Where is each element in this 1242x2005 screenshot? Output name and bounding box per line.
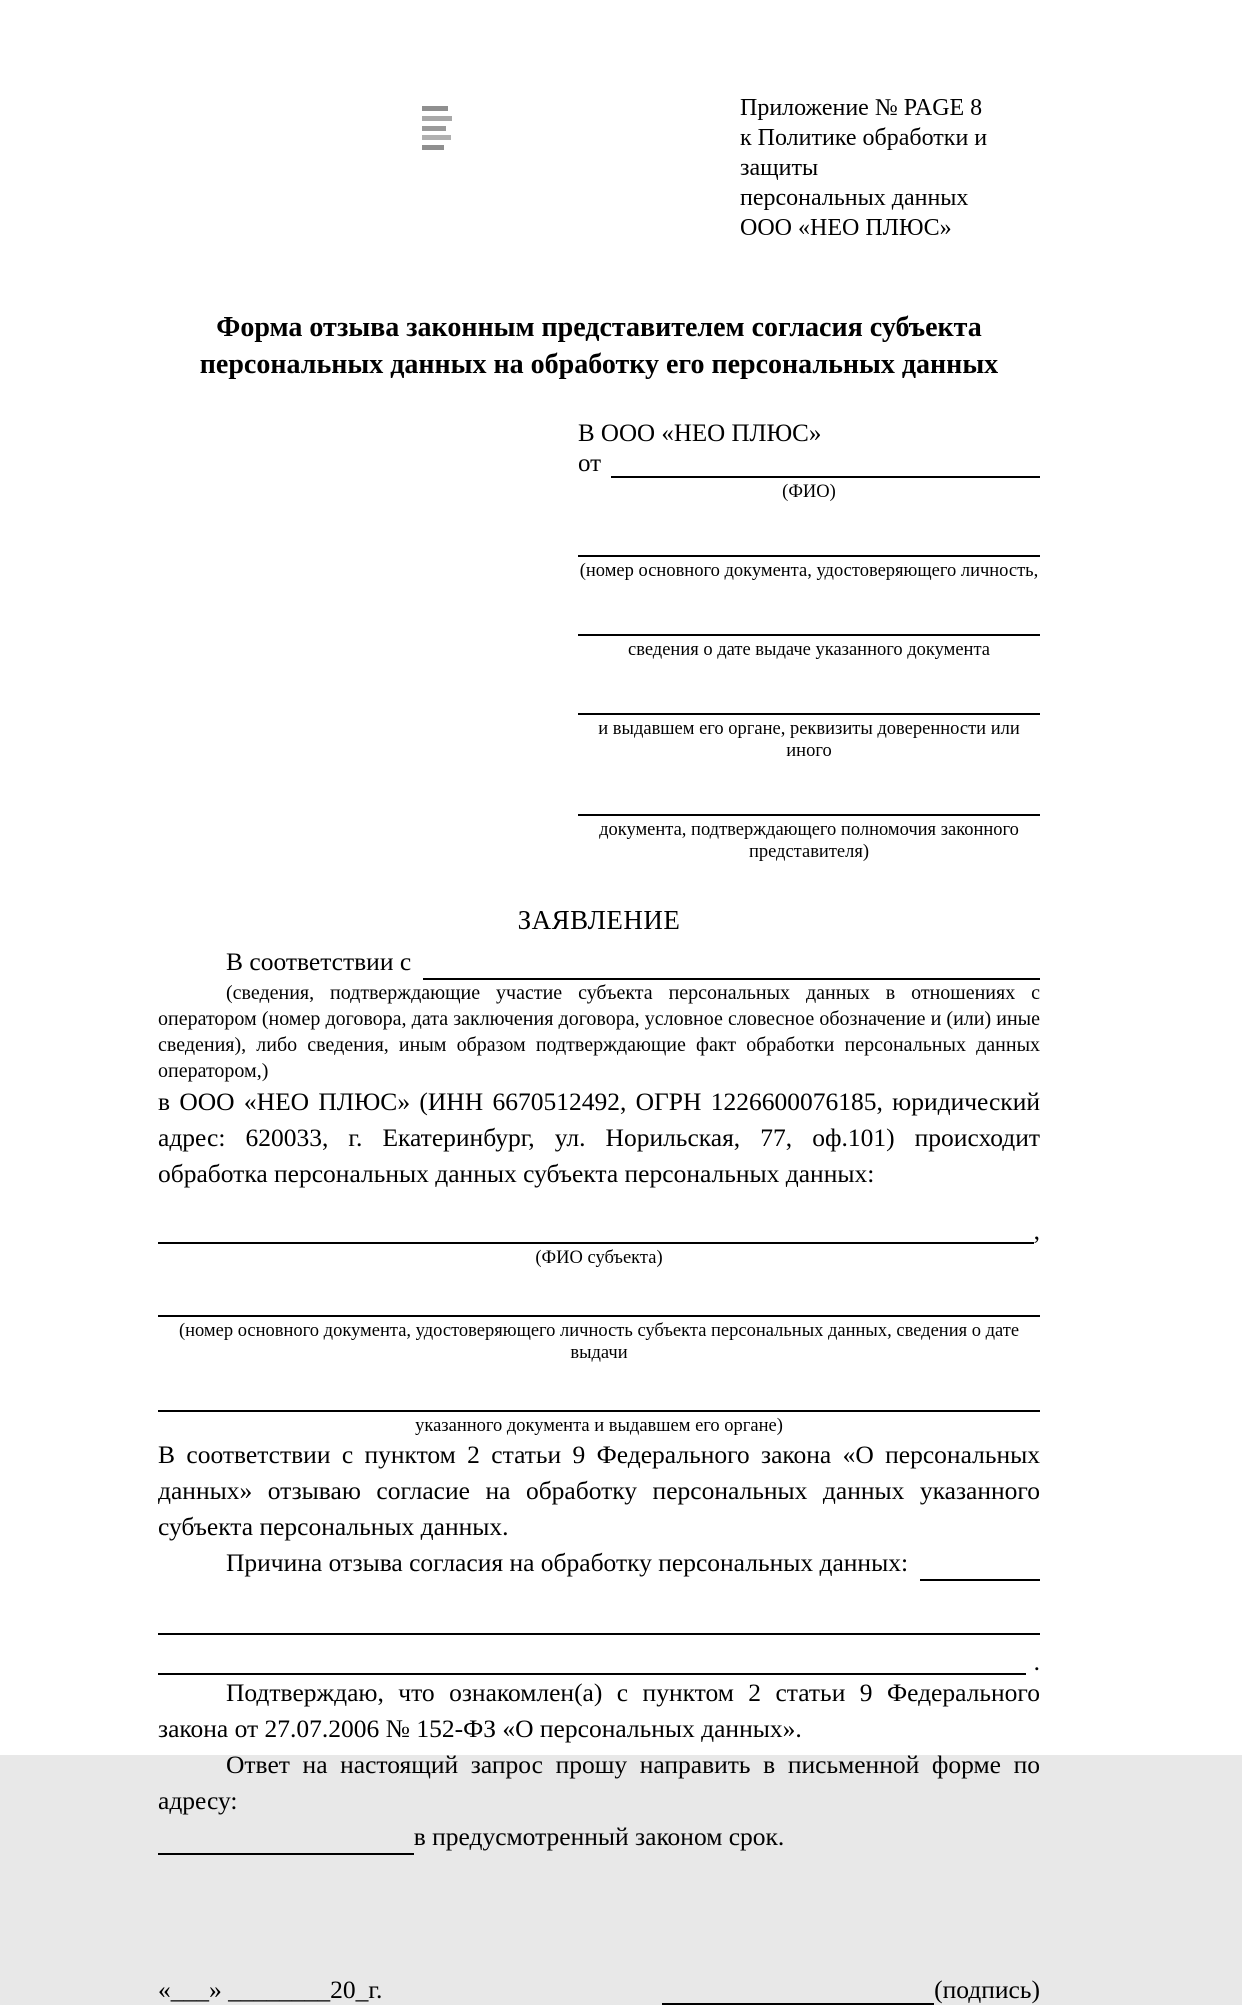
appendix-policy-line1: к Политике обработки и защиты: [740, 125, 988, 181]
signature-block: [662, 1975, 1040, 2005]
fine-print-note: (сведения, подтверждающие участие субъекта персональных данных в отношениях с оператором (номер договора, дата заключения договора, условное словесное обозначение и (или) иные сведения), либо сведения, иным образом подтверждающие факт обработки персональных данных оператором,): [158, 982, 1040, 1082]
issue-date-blank-line: [578, 608, 1040, 636]
subject-doc-caption2: указанного документа и выдавшем его органе): [415, 1416, 783, 1436]
from-label: от: [578, 450, 602, 477]
signature-blank-line: [662, 1977, 934, 2005]
reply-address-line: [158, 1819, 1040, 1855]
doc-number-blank-line: [578, 529, 1040, 557]
appendix-company: ООО «НЕО ПЛЮС»: [740, 215, 952, 241]
reason-line2-suffix: .: [1033, 1647, 1040, 1676]
subject-fio-line: [158, 1218, 1040, 1244]
subject-doc-blank-line: [158, 1289, 1040, 1317]
statement-heading: ЗАЯВЛЕНИЕ: [517, 905, 681, 935]
reason-blank-line2-wrap: [158, 1649, 1040, 1675]
reply-tail: в предусмотренный законом срок.: [413, 1822, 785, 1851]
appendix-policy-line2: персональных данных: [740, 185, 969, 211]
signature-caption: (подпись): [934, 1975, 1040, 2004]
issue-date-caption: сведения о дате выдаче указанного документа: [628, 640, 990, 660]
subject-fio-caption: (ФИО субъекта): [535, 1248, 663, 1268]
authority-doc-caption: документа, подтверждающего полномочия законного представителя): [599, 820, 1019, 862]
issuer-caption: и выдавшем его органе, реквизиты доверенности или иного: [598, 719, 1020, 761]
operator-paragraph: в ООО «НЕО ПЛЮС» (ИНН 6670512492, ОГРН 1226600076185, юридический адрес: 620033, г. Екатеринбург, ул. Норильская, 77, оф.101) происходит обработка персональных данных субъекта персональных данных:: [158, 1087, 1040, 1188]
date-line: «___» ________20_г.: [158, 1975, 383, 2004]
reason-line: [158, 1545, 1040, 1581]
subject-doc-blank-line2: [158, 1384, 1040, 1412]
subject-fio-suffix: ,: [1033, 1216, 1040, 1245]
issuer-blank-line: [578, 687, 1040, 715]
authority-doc-blank-line: [578, 788, 1040, 816]
fio-caption: (ФИО): [782, 482, 836, 502]
subject-fio-blank-line: [158, 1242, 1034, 1244]
from-blank-line: [611, 476, 1040, 478]
page-content: [158, 0, 1040, 2005]
intro-label: В соответствии с: [226, 947, 412, 976]
recipient-company: В ООО «НЕО ПЛЮС»: [578, 420, 822, 447]
subject-doc-caption1: (номер основного документа, удостоверяющего личность субъекта персональных данных, сведения о дате выдачи: [178, 1321, 1020, 1363]
withdrawal-paragraph: В соответствии с пунктом 2 статьи 9 Федерального закона «О персональных данных» отзываю согласие на обработку персональных данных указанного субъекта персональных данных.: [158, 1440, 1040, 1541]
reason-blank-inline: [920, 1579, 1040, 1581]
intro-line: [158, 944, 1040, 980]
from-line: [578, 450, 1040, 478]
document-title: Форма отзыва законным представителем согласия субъекта персональных данных на обработку его персональных данных: [199, 312, 999, 380]
appendix-note: [740, 0, 1040, 243]
doc-number-caption: (номер основного документа, удостоверяющего личность,: [579, 561, 1039, 581]
confirm-paragraph: Подтверждаю, что ознакомлен(а) с пунктом 2 статьи 9 Федерального закона от 27.07.2006 № 152-ФЗ «О персональных данных».: [158, 1678, 1040, 1743]
reply-paragraph: Ответ на настоящий запрос прошу направить в письменной форме по адресу:: [158, 1750, 1040, 1815]
address-blank-line: [158, 1853, 414, 1855]
recipient-block: [578, 418, 1040, 863]
appendix-number-line: Приложение № PAGE 8: [740, 95, 983, 121]
reason-label: Причина отзыва согласия на обработку персональных данных:: [226, 1548, 909, 1577]
reason-blank-line1: [158, 1607, 1040, 1635]
footer-row: [158, 1975, 1040, 2005]
